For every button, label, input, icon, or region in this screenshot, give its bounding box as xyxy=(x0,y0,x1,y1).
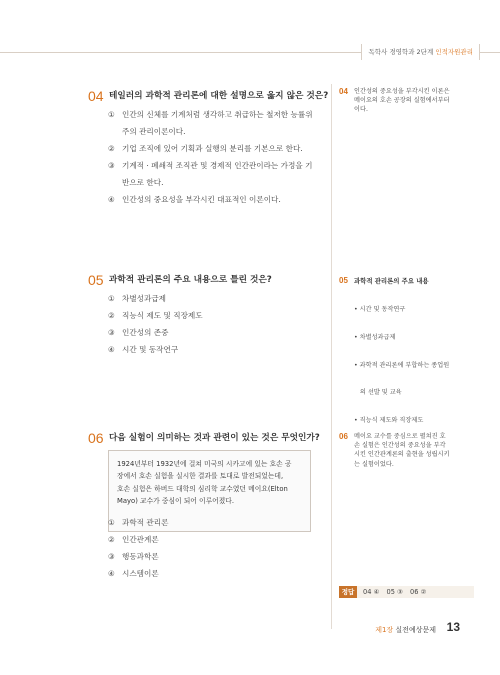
sidenote-05-number: 05 xyxy=(339,276,348,285)
answer-label: 정답 xyxy=(339,586,357,598)
option-4: ④ 시스템이론 xyxy=(108,569,159,578)
question-05-text: 과학적 관리론의 주요 내용으로 틀린 것은? xyxy=(109,275,272,285)
column-divider xyxy=(331,84,332,629)
option-4: ④ 시간 및 동작연구 xyxy=(108,345,179,354)
question-number: 05 xyxy=(88,272,104,288)
option-3: ③ 기계적 · 폐쇄적 조직관 및 경제적 인간관이라는 가정을 기 xyxy=(108,161,313,170)
option-1: ① 과학적 관리론 xyxy=(108,518,169,527)
question-05 xyxy=(88,270,104,289)
question-number: 04 xyxy=(88,88,104,104)
question-04-options xyxy=(108,106,313,208)
answer-05: 05 ③ xyxy=(386,588,403,596)
sidenote-04: 인간성의 중요성을 부각시킨 이론은 메이요의 호손 공장의 실험에서부터 이다. xyxy=(354,88,450,114)
question-05-options xyxy=(108,290,203,358)
question-04-text: 테일러의 과학적 관리론에 대한 설명으로 옳지 않은 것은? xyxy=(109,91,329,101)
running-header xyxy=(361,44,480,60)
option-1-cont: 주의 관리이론이다. xyxy=(122,127,186,136)
option-1: ① 인간의 신체를 기계처럼 생각하고 취급하는 철저한 능률위 xyxy=(108,110,313,119)
answer-04: 04 ④ xyxy=(363,588,380,596)
header-prefix: 독학사 경영학과 2단계 xyxy=(368,48,436,56)
question-04 xyxy=(88,86,104,105)
option-3-cont: 반으로 한다. xyxy=(122,178,164,187)
page-number: 13 xyxy=(446,620,460,634)
header-subject: 인적자원관리 xyxy=(435,48,473,56)
question-06-text: 다음 실험이 의미하는 것과 관련이 있는 것은 무엇인가? xyxy=(109,433,320,443)
sidenote-06: 메이요 교수를 중심으로 펼쳐진 호 손 실험은 인간성의 중요성을 부각 시킨 인간관계론의 출현을 성립시키 는 실험이었다. xyxy=(354,433,450,468)
answer-bar xyxy=(357,586,474,598)
sidenote-05-title: 과학적 관리론의 주요 내용 xyxy=(354,277,429,285)
question-number: 06 xyxy=(88,430,104,446)
answer-06: 06 ② xyxy=(410,588,427,596)
option-3: ③ 인간성의 존중 xyxy=(108,328,169,337)
footer-chapter: 제1장 실전예상문제 xyxy=(375,626,436,634)
option-4: ④ 인간성의 중요성을 부각시킨 대표적인 이론이다. xyxy=(108,195,281,204)
question-06 xyxy=(88,428,104,447)
passage-box: 1924년부터 1932년에 걸쳐 미국의 시카고에 있는 호손 공 장에서 호손 실험을 실시한 결과를 토대로 발전되었는데, 호손 실험은 하버드 대학의 심리학 교수였던 메이요(Elton Mayo) 교수가 중심이 되어 이루어졌다. xyxy=(108,450,311,532)
question-06-options xyxy=(108,514,168,582)
option-2: ② 기업 조직에 있어 기획과 실행의 분리를 기본으로 한다. xyxy=(108,144,303,153)
option-1: ① 차별성과급제 xyxy=(108,294,167,303)
sidenote-04-number: 04 xyxy=(339,87,348,96)
sidenote-05: • 시간 및 동작연구 • 차별성과급제 • 과학적 관리론에 부합하는 종업원 의 선발 및 교육 • 직능식 제도와 직장제도 xyxy=(354,306,450,424)
sidenote-06-number: 06 xyxy=(339,432,348,441)
option-2: ② 인간관계론 xyxy=(108,535,159,544)
option-3: ③ 행동과학론 xyxy=(108,552,159,561)
option-2: ② 직능식 제도 및 직장제도 xyxy=(108,311,203,320)
